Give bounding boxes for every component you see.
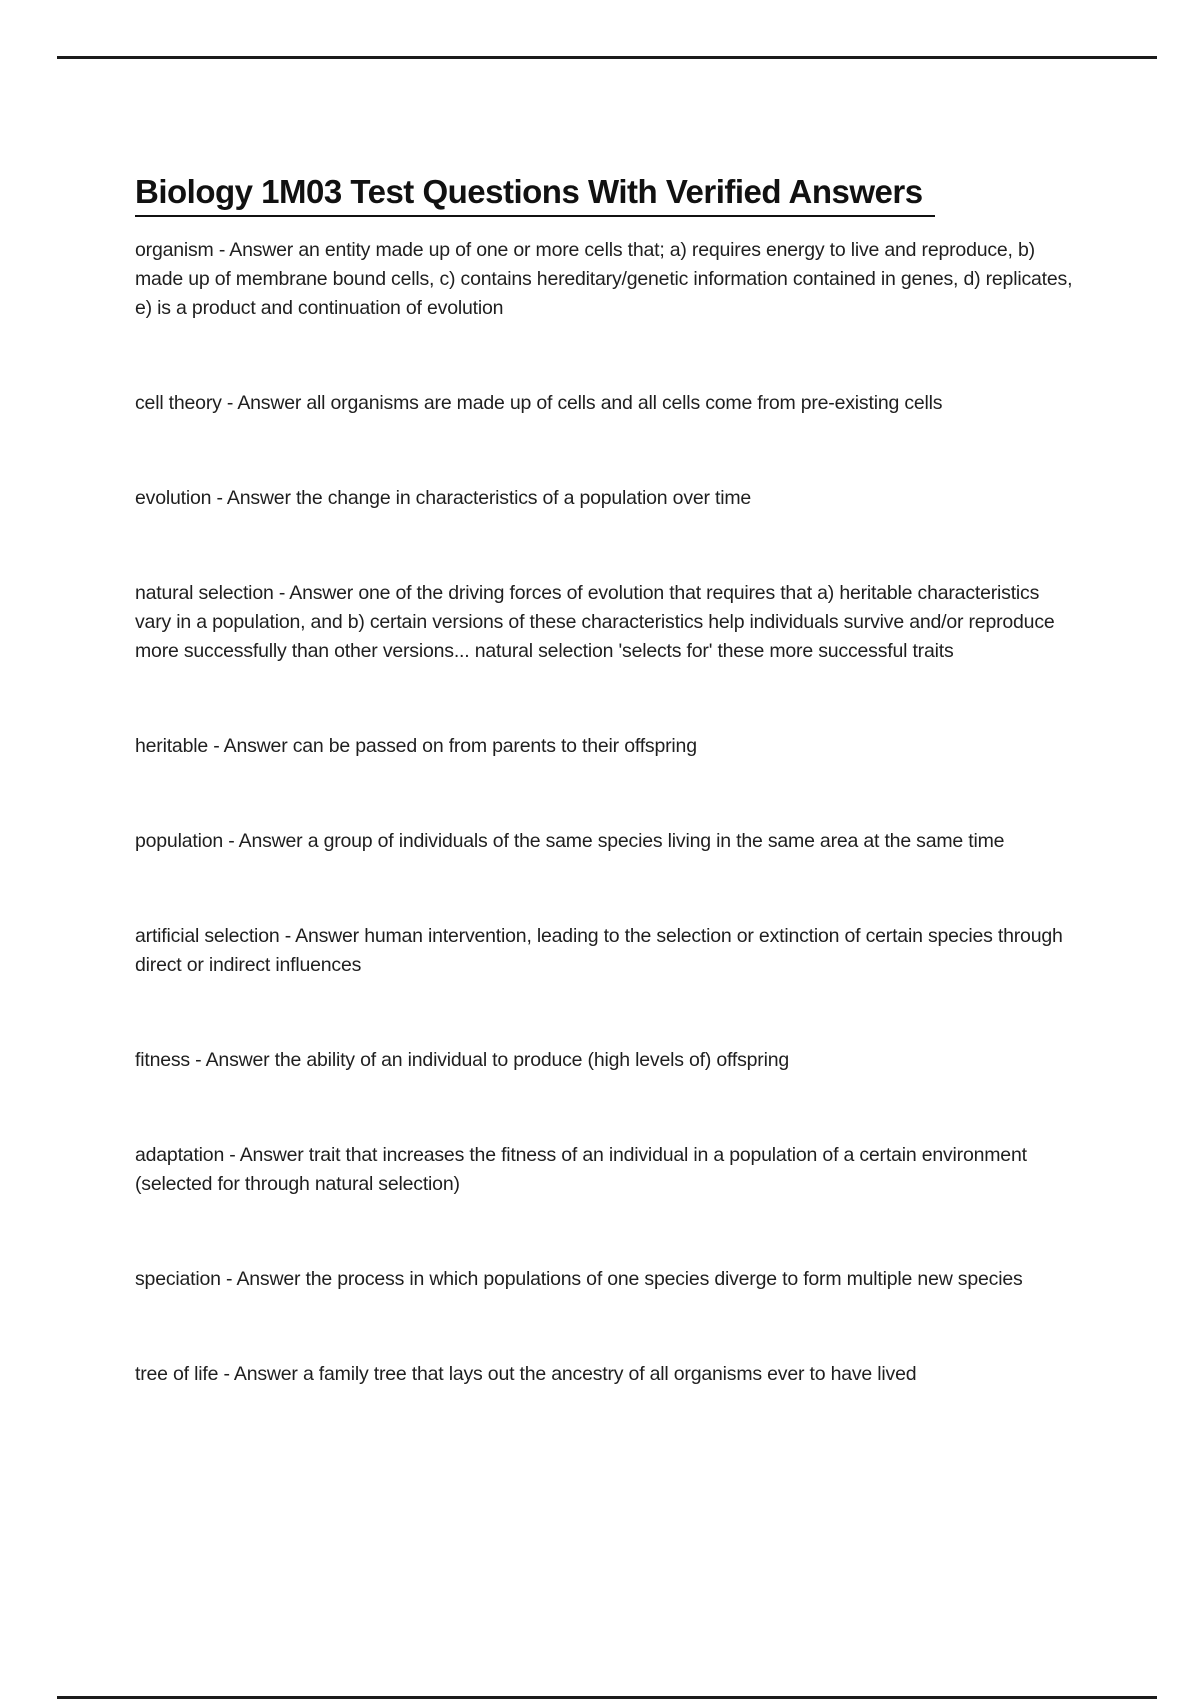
qa-entry <box>135 827 1075 856</box>
qa-definition: can be passed on from parents to their offspring <box>292 735 697 757</box>
content-area <box>135 172 1075 1455</box>
top-rule <box>57 56 1157 59</box>
qa-definition: one of the driving forces of evolution that requires that a) heritable characteristics vary in a population, and b) certain versions of these characteristics help individuals survive and/or reproduce more successfully than other versions... natural selection 'selects for' these more successful traits <box>135 582 1055 662</box>
qa-separator: - Answer <box>211 487 296 509</box>
qa-definition: the ability of an individual to produce (high levels of) offspring <box>274 1049 790 1071</box>
qa-term: fitness <box>135 1049 190 1071</box>
qa-separator: - Answer <box>221 392 307 414</box>
qa-entry <box>135 389 1075 418</box>
qa-separator: - Answer <box>218 1363 303 1385</box>
qa-definition: a family tree that lays out the ancestry of all organisms ever to have lived <box>302 1363 917 1385</box>
qa-definition: human intervention, leading to the selection or extinction of certain species through direct or indirect influences <box>135 925 1063 976</box>
qa-definition: an entity made up of one or more cells that; a) requires energy to live and reproduce, b) made up of membrane bound cells, c) contains hereditary/genetic information contained in genes, d) replicates, e) is a product and continuation of evolution <box>135 239 1073 319</box>
qa-term: cell theory <box>135 392 222 414</box>
qa-entry <box>135 579 1075 666</box>
qa-separator: - Answer <box>279 925 365 947</box>
qa-term: heritable <box>135 735 209 757</box>
qa-definition: the process in which populations of one species diverge to form multiple new species <box>305 1268 1023 1290</box>
qa-term: speciation <box>135 1268 221 1290</box>
bottom-rule <box>57 1696 1157 1699</box>
qa-separator: - Answer <box>208 735 293 757</box>
qa-entry <box>135 484 1075 513</box>
qa-term: adaptation <box>135 1144 225 1166</box>
qa-entry <box>135 732 1075 761</box>
qa-separator: - Answer <box>224 1144 309 1166</box>
qa-definition: the change in characteristics of a population over time <box>295 487 752 509</box>
qa-entry <box>135 1265 1075 1294</box>
page-title: Biology 1M03 Test Questions With Verified Answers <box>135 172 935 217</box>
qa-entry <box>135 1360 1075 1389</box>
qa-term: evolution <box>135 487 212 509</box>
qa-entry <box>135 1046 1075 1075</box>
qa-term: tree of life <box>135 1363 219 1385</box>
qa-entry <box>135 922 1075 980</box>
qa-list <box>135 236 1075 1389</box>
qa-separator: - Answer <box>223 830 308 852</box>
qa-separator: - Answer <box>213 239 299 261</box>
qa-separator: - Answer <box>189 1049 275 1071</box>
qa-separator: - Answer <box>273 582 359 604</box>
qa-term: organism <box>135 239 214 261</box>
qa-separator: - Answer <box>220 1268 306 1290</box>
qa-entry <box>135 236 1075 323</box>
qa-definition: all organisms are made up of cells and all cells come from pre-existing cells <box>306 392 943 414</box>
qa-term: population <box>135 830 223 852</box>
qa-entry <box>135 1141 1075 1199</box>
qa-definition: a group of individuals of the same species living in the same area at the same time <box>307 830 1005 852</box>
qa-term: natural selection <box>135 582 274 604</box>
qa-definition: trait that increases the fitness of an individual in a population of a certain environment (selected for through natural selection) <box>135 1144 1027 1195</box>
qa-term: artificial selection <box>135 925 280 947</box>
